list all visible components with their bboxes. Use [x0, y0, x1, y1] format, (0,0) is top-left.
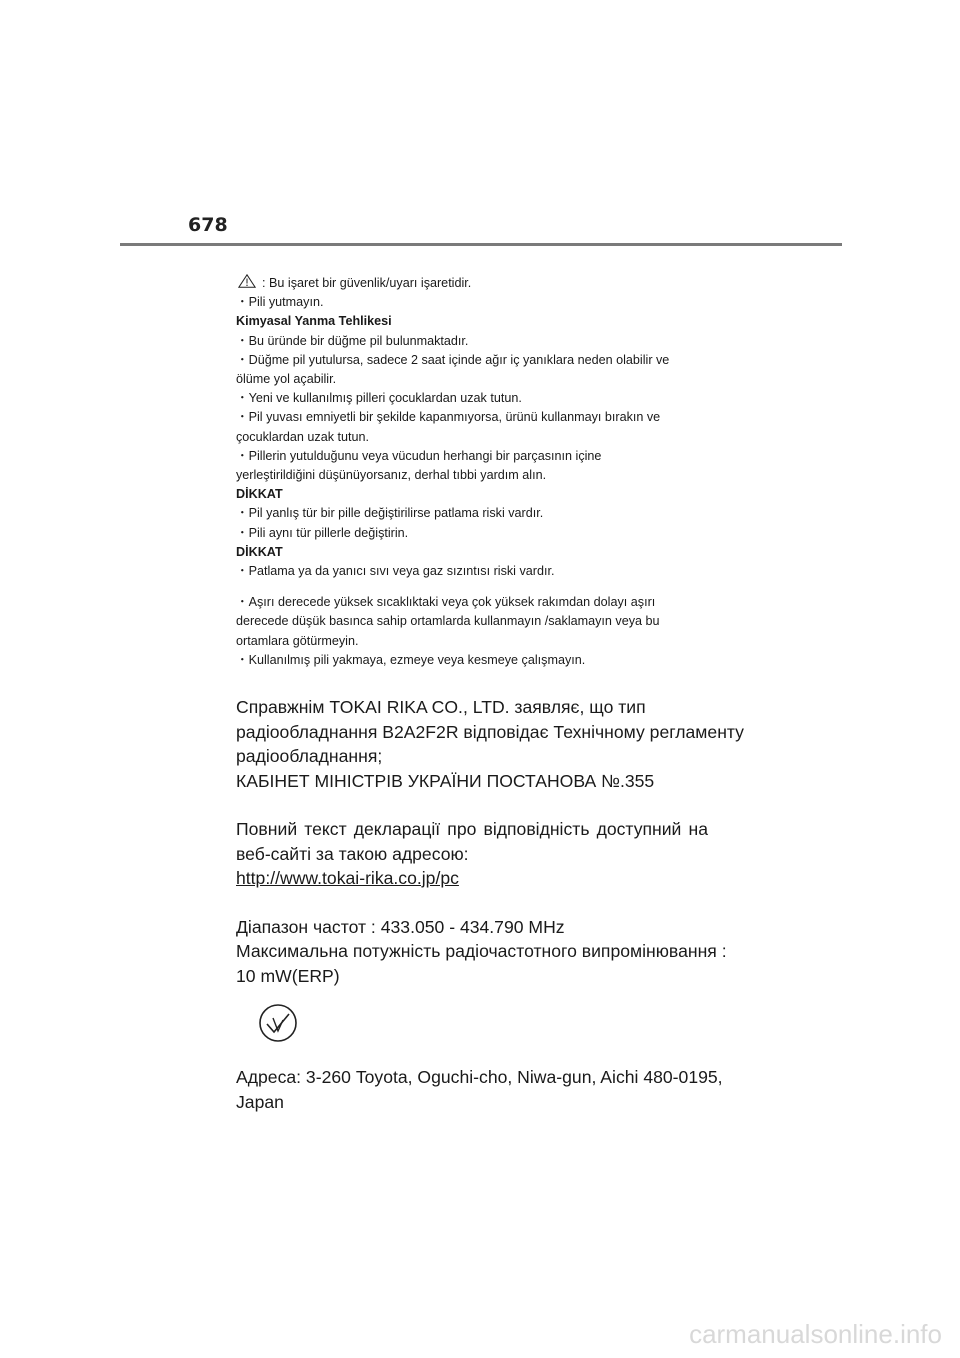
header-rule — [120, 243, 842, 246]
ua-line: радіообладнання; — [236, 746, 383, 766]
page-number: 678 — [188, 214, 228, 236]
warning-symbol-line — [236, 274, 756, 293]
tr-heading: Kimyasal Yanma Tehlikesi — [236, 314, 392, 329]
declaration-url-link[interactable]: http://www.tokai-rika.co.jp/pc — [236, 868, 459, 888]
tr-heading: DİKKAT — [236, 544, 283, 559]
tr-line: ・Yeni ve kullanılmış pilleri çocuklardan uzak tutun. — [236, 391, 522, 406]
tr-line: ・Kullanılmış pili yakmaya, ezmeye veya kesmeye çalışmayın. — [236, 652, 586, 667]
tr-line: çocuklardan uzak tutun. — [236, 429, 370, 444]
warning-symbol-note: : Bu işaret bir güvenlik/uyarı işaretidir. — [262, 276, 472, 290]
tr-line: ・Pil yanlış tür bir pille değiştirilirse patlama riski vardır. — [236, 506, 544, 521]
watermark: carmanualsonline.info — [689, 1319, 942, 1349]
tr-line: yerleştirildiğini düşünüyorsanız, derhal tıbbi yardım alın. — [236, 468, 547, 483]
frequency-range: Діапазон частот : 433.050 - 434.790 MHz — [236, 916, 565, 937]
tr-line: ・Aşırı derecede yüksek sıcaklıktaki veya çok yüksek rakımdan dolayı aşırı — [236, 595, 656, 610]
ua-line: Справжнім TOKAI RIKA CO., LTD. заявляє, що тип — [236, 697, 646, 717]
tr-line: derecede düşük basınca sahip ortamlarda kullanmayın /saklamayın veya bu — [236, 614, 660, 629]
max-power-value: 10 mW(ERP) — [236, 965, 340, 986]
address-line: Адреса: 3-260 Toyota, Oguchi-cho, Niwa-gun, Aichi 480-0195, — [236, 1067, 723, 1087]
tr-line: ・Düğme pil yutulursa, sadece 2 saat içinde ağır iç yanıklara neden olabilir ve — [236, 352, 670, 367]
tr-line: ・Patlama ya da yanıcı sıvı veya gaz sızıntısı riski vardır. — [236, 564, 555, 579]
tr-line: ・Bu üründe bir düğme pil bulunmaktadır. — [236, 333, 469, 348]
ua-line: веб-сайті за такою адресою: — [236, 843, 469, 864]
tr-line: ortamlara götürmeyin. — [236, 633, 359, 648]
tr-line: ・Pillerin yutulduğunu veya vücudun herhangi bir parçasının içine — [236, 448, 602, 463]
turkish-battery-warning — [236, 274, 756, 670]
tr-line: ・Pili yutmayın. — [236, 295, 324, 310]
warning-triangle-icon — [238, 274, 256, 288]
ua-line: радіообладнання B2A2F2R відповідає Технічному регламенту — [236, 721, 744, 742]
tr-line: ・Pil yuvası emniyetli bir şekilde kapanmıyorsa, ürünü kullanmayı bırakın ve — [236, 410, 661, 425]
address-line: Japan — [236, 1091, 284, 1112]
max-power-label: Максимальна потужність радіочастотного випромінювання : — [236, 941, 727, 961]
tr-line: ・Pili aynı tür pillerle değiştirin. — [236, 525, 409, 540]
ua-line: Повний текст декларації про відповідність доступний на — [236, 819, 708, 839]
tr-line: ölüme yol açabilir. — [236, 372, 337, 387]
ukraine-conformity-mark-icon — [258, 1003, 298, 1043]
ukrainian-declaration — [236, 695, 744, 1114]
ua-line: КАБІНЕТ МІНІСТРІВ УКРАЇНИ ПОСТАНОВА №.355 — [236, 770, 655, 791]
tr-heading: DİKKAT — [236, 487, 283, 502]
